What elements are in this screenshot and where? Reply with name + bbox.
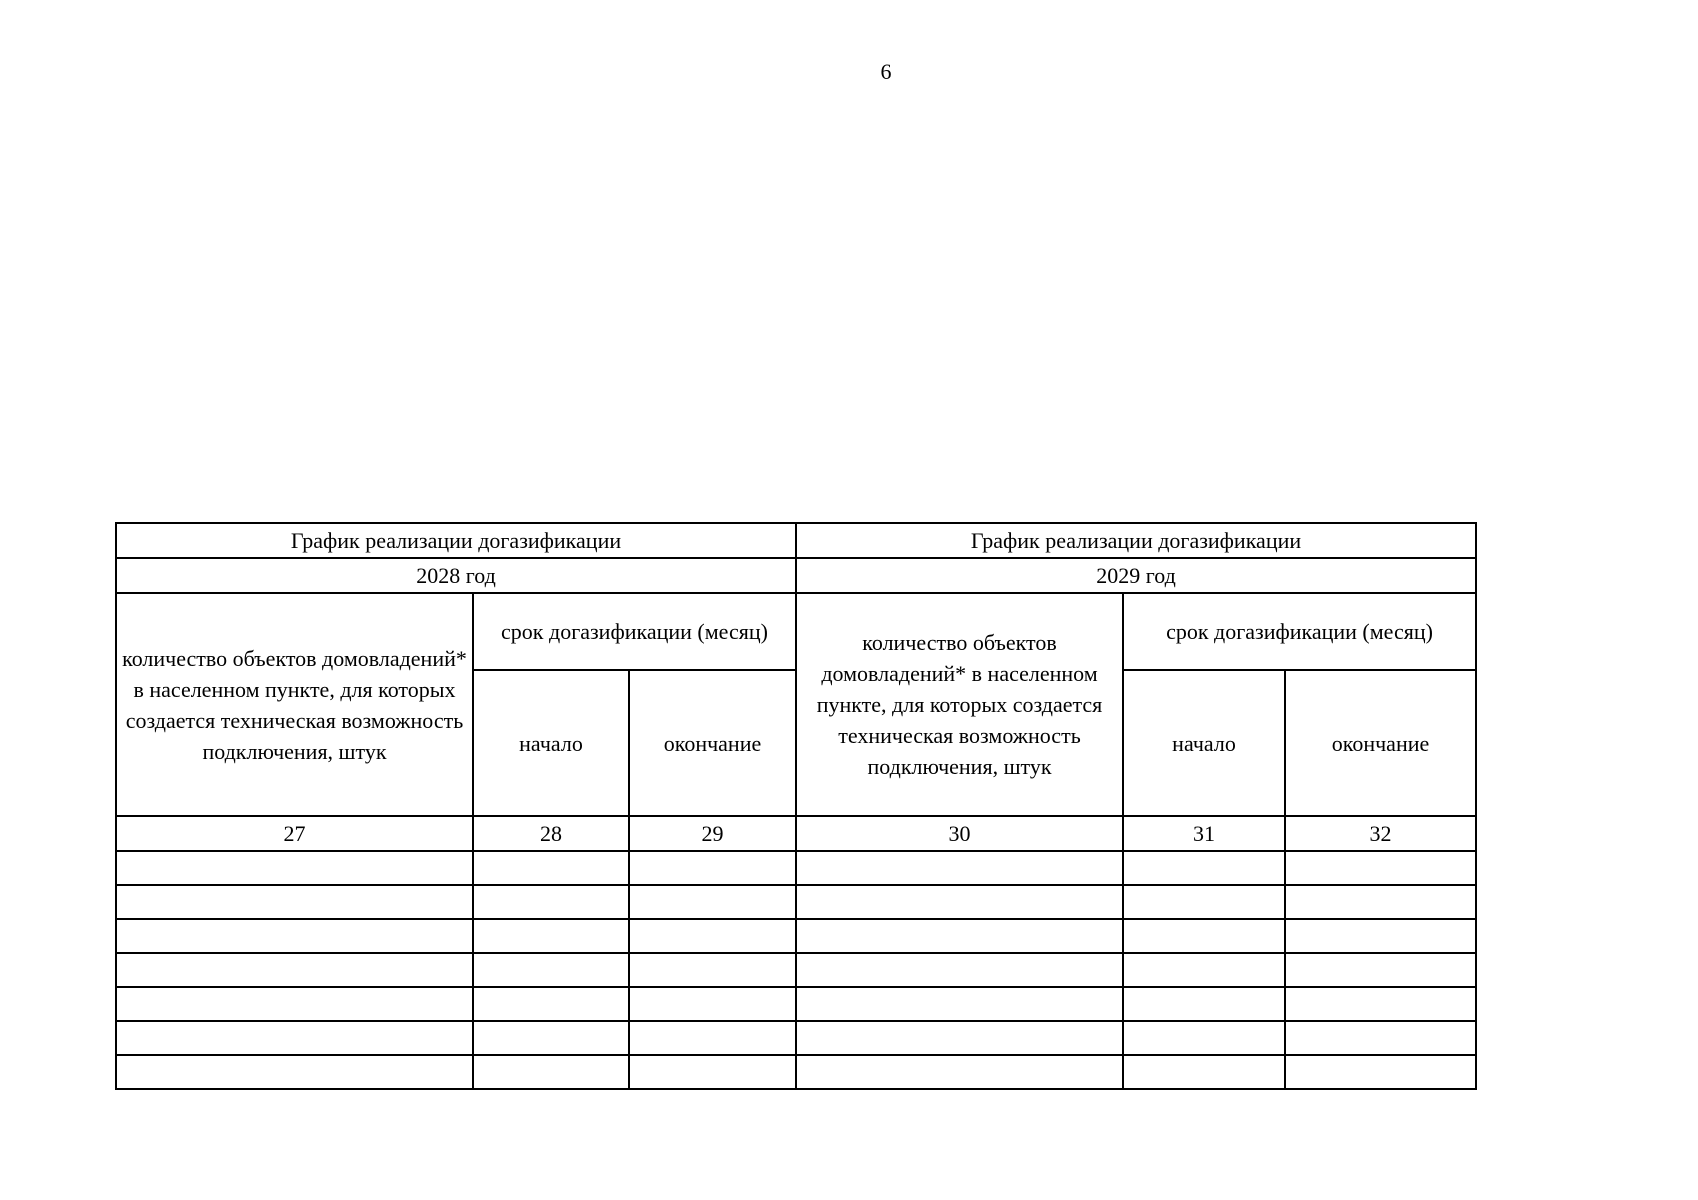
column-number: 28	[473, 816, 629, 851]
table-cell[interactable]	[116, 919, 473, 953]
table-cell[interactable]	[1123, 1055, 1285, 1089]
table-cell[interactable]	[1123, 885, 1285, 919]
table-title-row	[116, 523, 1476, 558]
table-cell[interactable]	[1285, 851, 1476, 885]
table-cell[interactable]	[473, 953, 629, 987]
table-cell[interactable]	[473, 1055, 629, 1089]
column-number: 30	[796, 816, 1123, 851]
table-row	[116, 1055, 1476, 1089]
table-cell[interactable]	[629, 885, 796, 919]
table-cell[interactable]	[796, 1055, 1123, 1089]
column-number: 27	[116, 816, 473, 851]
table-cell[interactable]	[116, 1021, 473, 1055]
table-cell[interactable]	[1285, 885, 1476, 919]
end-header-2029: окончание	[1285, 670, 1476, 816]
table-cell[interactable]	[1123, 1021, 1285, 1055]
gasification-schedule-table	[115, 522, 1477, 1090]
table-row	[116, 919, 1476, 953]
table-cell[interactable]	[796, 953, 1123, 987]
page-number: 6	[880, 59, 892, 84]
table-cell[interactable]	[796, 1021, 1123, 1055]
table-cell[interactable]	[629, 1021, 796, 1055]
end-header-2028: окончание	[629, 670, 796, 816]
table-cell[interactable]	[1123, 919, 1285, 953]
table-cell[interactable]	[116, 1055, 473, 1089]
table-cell[interactable]	[796, 919, 1123, 953]
table-cell[interactable]	[116, 851, 473, 885]
table-row	[116, 953, 1476, 987]
table-cell[interactable]	[473, 1021, 629, 1055]
table-cell[interactable]	[629, 851, 796, 885]
table-cell[interactable]	[796, 885, 1123, 919]
table-row	[116, 885, 1476, 919]
start-header-2028: начало	[473, 670, 629, 816]
table-row	[116, 851, 1476, 885]
count-header-2028: количество объектов домовладений* в населенном пункте, для которых создается техническая возможность подключения, штук	[116, 593, 473, 816]
table-cell[interactable]	[116, 953, 473, 987]
table-cell[interactable]	[796, 851, 1123, 885]
group-title-2029: График реализации догазификации	[796, 523, 1476, 558]
group-title-2028: График реализации догазификации	[116, 523, 796, 558]
table-row	[116, 1021, 1476, 1055]
table-cell[interactable]	[116, 885, 473, 919]
table-cell[interactable]	[473, 885, 629, 919]
column-number: 29	[629, 816, 796, 851]
year-2028: 2028 год	[116, 558, 796, 593]
table-cell[interactable]	[473, 851, 629, 885]
table-year-row	[116, 558, 1476, 593]
table-row	[116, 987, 1476, 1021]
table-cell[interactable]	[629, 1055, 796, 1089]
column-number-row	[116, 816, 1476, 851]
table-cell[interactable]	[1123, 953, 1285, 987]
table-header-row	[116, 593, 1476, 670]
table-cell[interactable]	[796, 987, 1123, 1021]
table-cell[interactable]	[473, 919, 629, 953]
table-cell[interactable]	[116, 987, 473, 1021]
table-cell[interactable]	[1285, 953, 1476, 987]
table-cell[interactable]	[1123, 987, 1285, 1021]
table-cell[interactable]	[629, 953, 796, 987]
table-cell[interactable]	[1285, 1055, 1476, 1089]
column-number: 32	[1285, 816, 1476, 851]
count-header-2029: количество объектов домовладений* в населенном пункте, для которых создается техническая возможность подключения, штук	[796, 593, 1123, 816]
column-number: 31	[1123, 816, 1285, 851]
table-cell[interactable]	[629, 987, 796, 1021]
year-2029: 2029 год	[796, 558, 1476, 593]
table-cell[interactable]	[1123, 851, 1285, 885]
table-cell[interactable]	[1285, 919, 1476, 953]
table-cell[interactable]	[473, 987, 629, 1021]
table-cell[interactable]	[1285, 1021, 1476, 1055]
start-header-2029: начало	[1123, 670, 1285, 816]
term-header-2028: срок догазификации (месяц)	[473, 593, 796, 670]
table-cell[interactable]	[629, 919, 796, 953]
term-header-2029: срок догазификации (месяц)	[1123, 593, 1476, 670]
table-cell[interactable]	[1285, 987, 1476, 1021]
